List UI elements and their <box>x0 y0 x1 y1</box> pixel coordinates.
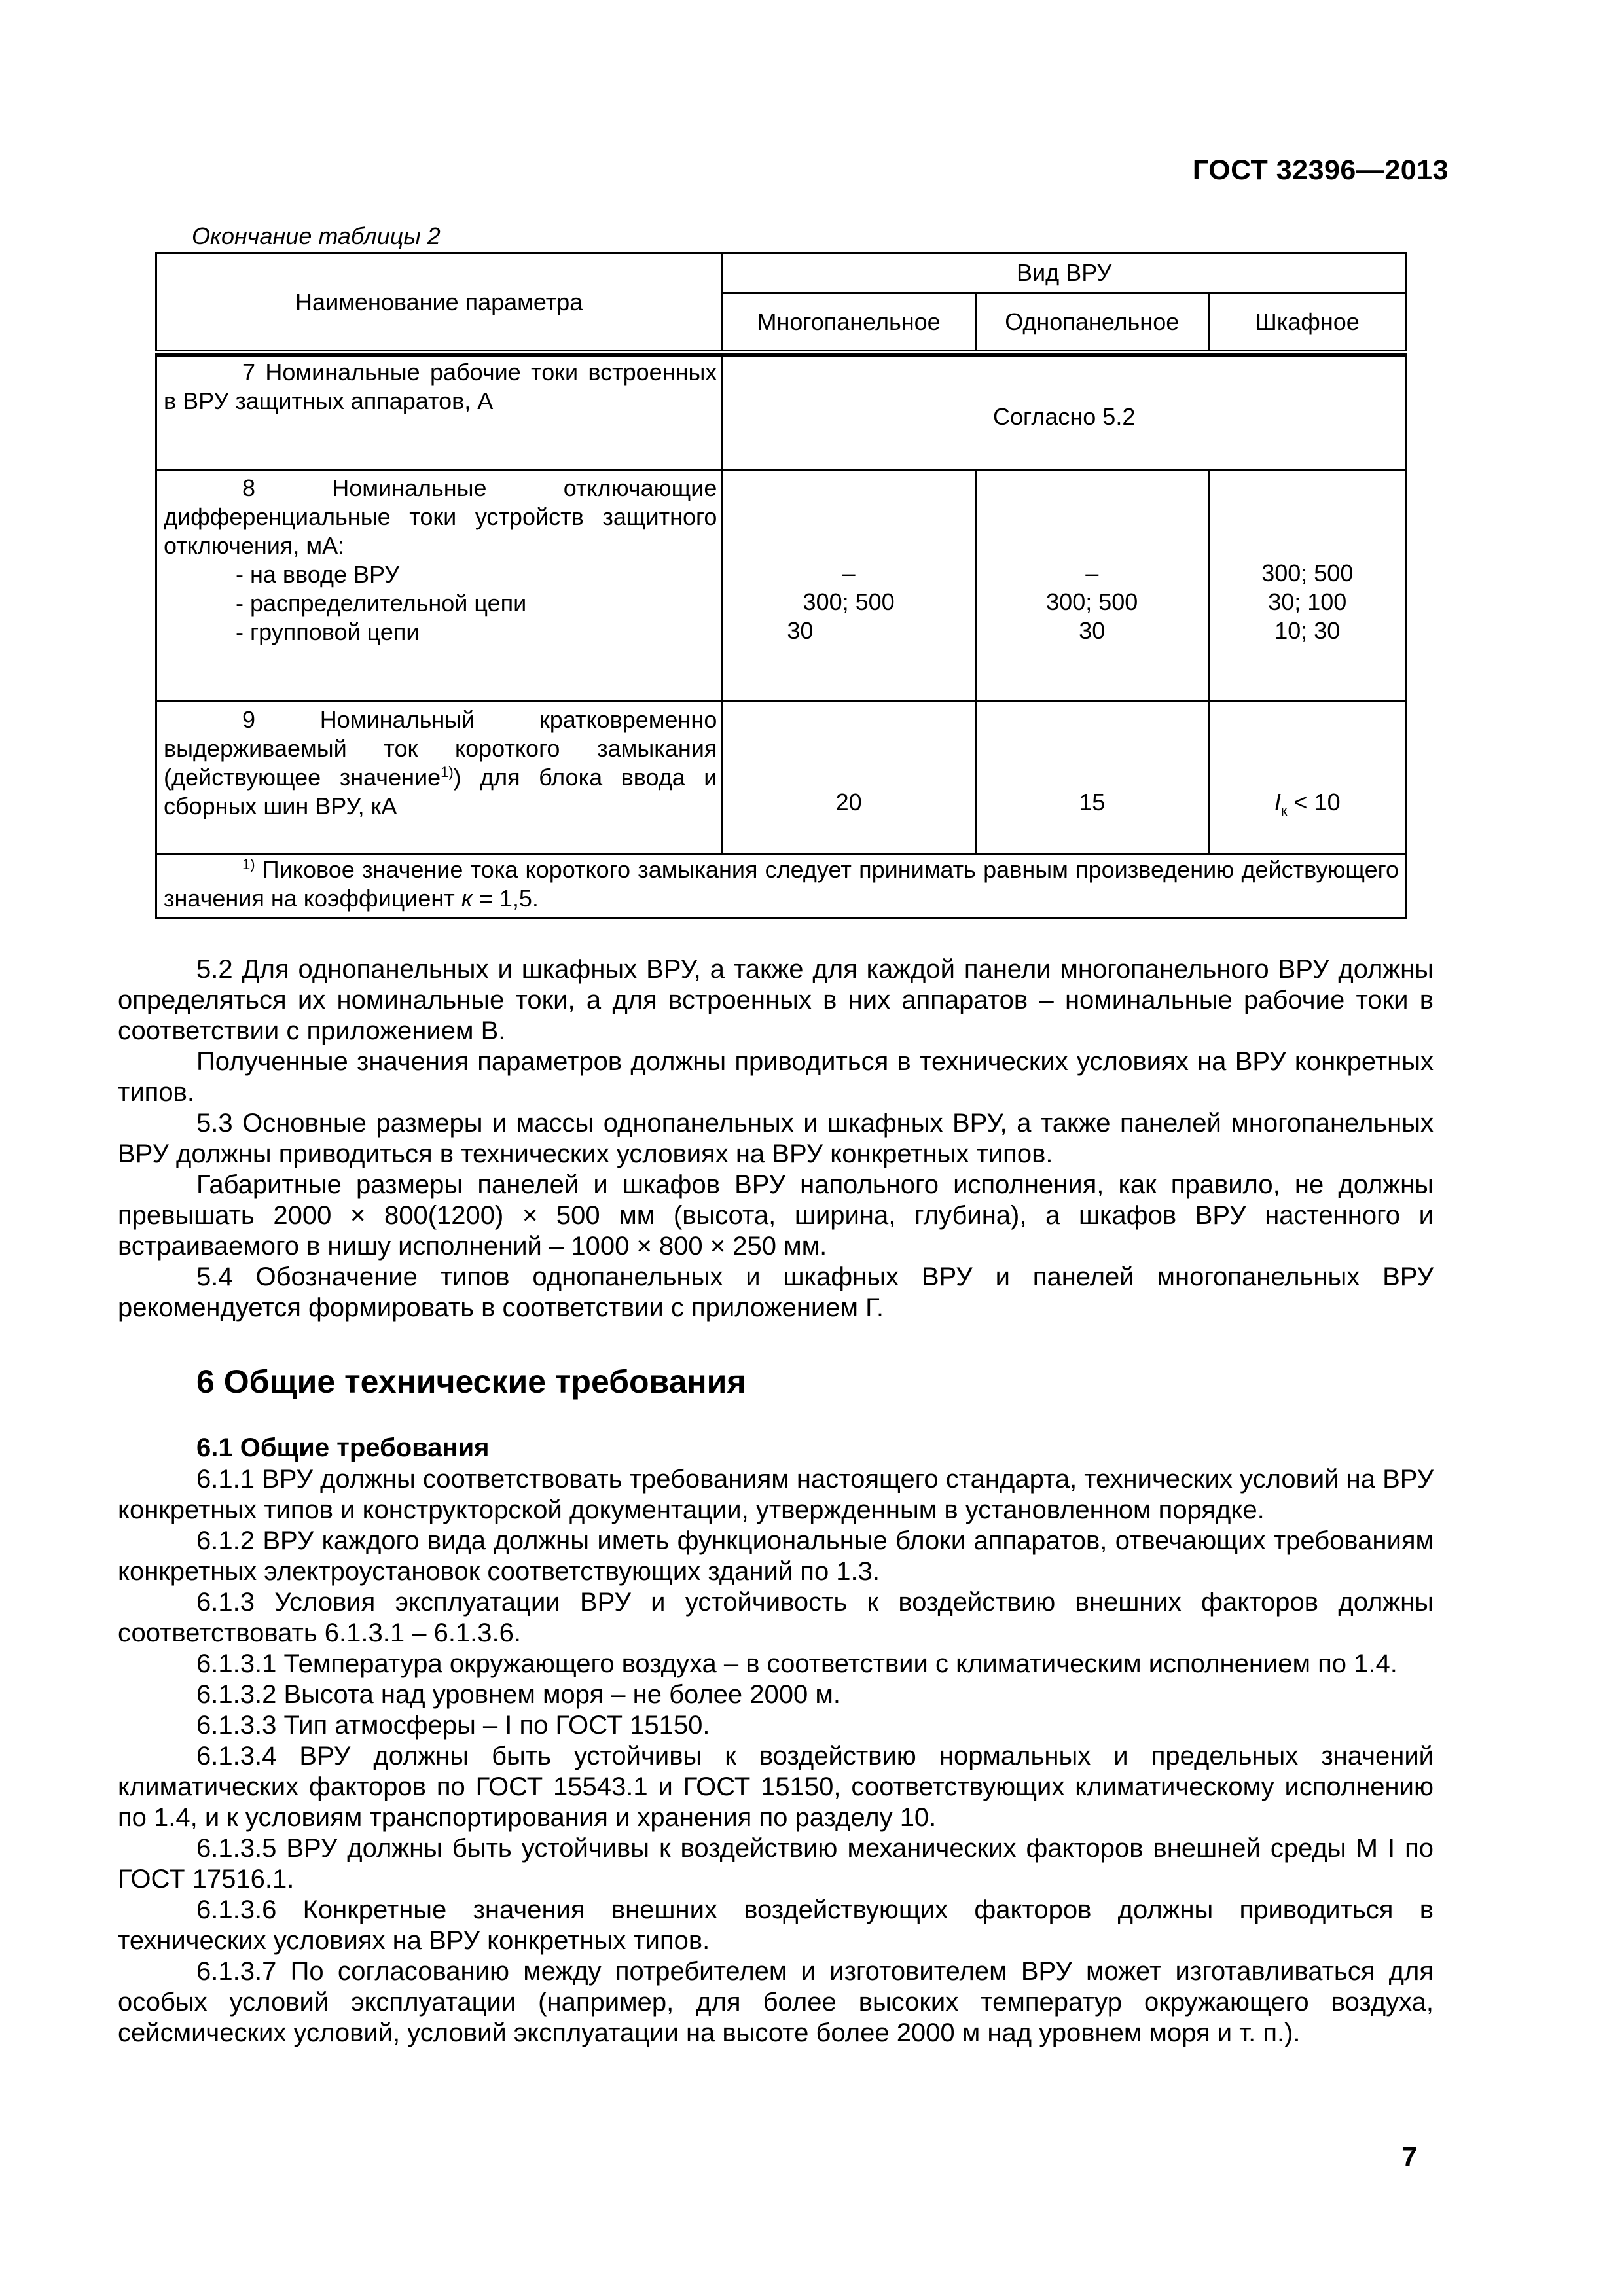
paragraph: 6.1.3.6 Конкретные значения внешних воздействующих факторов должны приводиться в технических условиях на ВРУ конкретных типов. <box>118 1895 1434 1955</box>
row-9-singlepanel: 15 <box>975 701 1208 855</box>
table-footnote-row <box>156 855 1407 918</box>
paragraph: 6.1.3.2 Высота над уровнем моря – не более 2000 м. <box>196 1680 841 1709</box>
paragraph: Габаритные размеры панелей и шкафов ВРУ напольного исполнения, как правило, не должны превышать 2000 × 800(1200) × 500 мм (высота, ширина, глубина), а шкафов ВРУ настенного и встраиваемого в нишу исполнений – 1000 × 800 × 250 мм. <box>118 1170 1434 1261</box>
row-9-multipanel: 20 <box>722 701 976 855</box>
table-row <box>156 701 1407 855</box>
paragraph: 5.4 Обозначение типов однопанельных и шкафных ВРУ и панелей многопанельных ВРУ рекомендуется формировать в соответствии с приложением Г. <box>118 1263 1434 1322</box>
page-number: 7 <box>1401 2142 1417 2173</box>
paragraph: 6.1.3.5 ВРУ должны быть устойчивы к воздействию механических факторов внешней среды М I по ГОСТ 17516.1. <box>118 1834 1434 1893</box>
paragraph: 6.1.1 ВРУ должны соответствовать требованиям настоящего стандарта, технических условий на ВРУ конкретных типов и конструкторской документации, утвержденным в установленном порядке. <box>118 1465 1434 1524</box>
paragraph: 6.1.3.3 Тип атмосферы – I по ГОСТ 15150. <box>196 1711 710 1740</box>
row-9-cabinet: $I_к < 10$ <box>1208 701 1406 855</box>
column-header-multipanel: Многопанельное <box>722 293 976 353</box>
column-header-singlepanel: Однопанельное <box>975 293 1208 353</box>
table-row <box>156 471 1407 701</box>
paragraph: 6.1.3 Условия эксплуатации ВРУ и устойчивость к воздействию внешних факторов должны соответствовать 6.1.3.1 – 6.1.3.6. <box>118 1588 1434 1647</box>
table-caption: Окончание таблицы 2 <box>192 223 441 249</box>
table-footnote: $^{1)}$ Пиковое значение тока короткого замыкания следует принимать равным произведению действующего значения на коэффициент к = 1,5. <box>156 855 1407 918</box>
row-8-cabinet: 300; 500 30; 100 10; 30 <box>1208 471 1406 701</box>
paragraphs-section-6 <box>118 1464 1434 2049</box>
section-title: 6 Общие технические требования <box>196 1363 746 1400</box>
paragraphs-section-5 <box>118 954 1434 1323</box>
param-column-header: Наименование параметра <box>156 253 722 353</box>
row-7-value: Согласно 5.2 <box>722 356 1407 471</box>
row-8-param: 8 Номинальные отключающие дифференциальные токи устройств защитного отключения, мА: - на вводе ВРУ - распределительной цепи - групповой цепи <box>156 471 722 701</box>
table-row <box>156 356 1407 471</box>
column-header-cabinet: Шкафное <box>1208 293 1406 353</box>
row-8-singlepanel: – 300; 500 30 <box>975 471 1208 701</box>
paragraph: 6.1.2 ВРУ каждого вида должны иметь функциональные блоки аппаратов, отвечающих требованиям конкретных электроустановок соответствующих зданий по 1.3. <box>118 1526 1434 1586</box>
paragraph: 5.3 Основные размеры и массы однопанельных и шкафных ВРУ, а также панелей многопанельных ВРУ должны приводиться в технических условиях на ВРУ конкретных типов. <box>118 1109 1434 1168</box>
type-group-header: Вид ВРУ <box>722 253 1407 293</box>
subsection-title: 6.1 Общие требования <box>196 1433 490 1462</box>
row-7-param: 7 Номинальные рабочие токи встроенных в ВРУ защитных аппаратов, А <box>156 356 722 471</box>
row-9-param: 9 Номинальный кратковременно выдерживаемый ток короткого замыкания (действующее значение$^{1)}$) для блока ввода и сборных шин ВРУ, кА <box>156 701 722 855</box>
paragraph: 6.1.3.4 ВРУ должны быть устойчивы к воздействию нормальных и предельных значений климатических факторов по ГОСТ 15543.1 и ГОСТ 15150, соответствующих климатическому исполнению по 1.4, и к условиям транспортирования и хранения по разделу 10. <box>118 1742 1434 1832</box>
paragraph: 5.2 Для однопанельных и шкафных ВРУ, а также для каждой панели многопанельного ВРУ должны определяться их номинальные токи, а для встроенных в них аппаратов – номинальные рабочие токи в соответствии с приложением В. <box>118 955 1434 1045</box>
paragraph: Полученные значения параметров должны приводиться в технических условиях на ВРУ конкретных типов. <box>118 1047 1434 1107</box>
paragraph: 6.1.3.1 Температура окружающего воздуха – в соответствии с климатическим исполнением по 1.4. <box>196 1649 1398 1678</box>
row-8-multipanel: – 300; 500 30 <box>722 471 976 701</box>
parameters-table <box>155 252 1407 919</box>
document-id: ГОСТ 32396—2013 <box>1192 154 1449 186</box>
paragraph: 6.1.3.7 По согласованию между потребителем и изготовителем ВРУ может изготавливаться для особых условий эксплуатации (например, для более высоких температур окружающего воздуха, сейсмических условий, условий эксплуатации на высоте более 2000 м над уровнем моря и т. п.). <box>118 1957 1434 2047</box>
